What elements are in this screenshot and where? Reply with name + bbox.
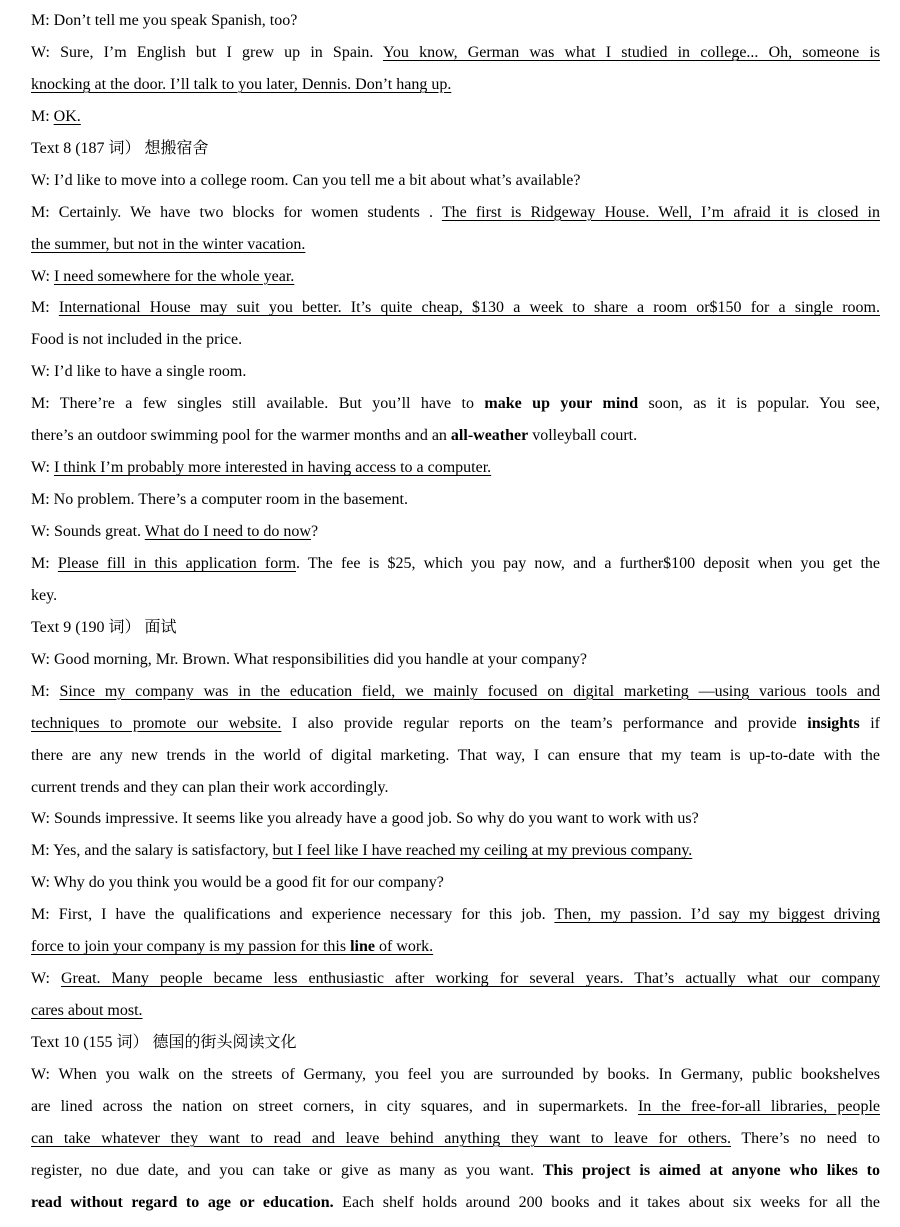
text-segment: there’s an outdoor swimming pool for the warmer months and an	[31, 427, 451, 445]
underlined-text: cares about most.	[31, 1002, 143, 1020]
text-segment: M: First, I have the qualifications and experience necessary for this job.	[31, 906, 555, 924]
bold-text: This project is aimed at anyone who likes to	[542, 1161, 881, 1179]
text-line	[31, 580, 880, 612]
section-heading	[31, 133, 880, 165]
underlined-text: the summer, but not in the winter vacation.	[31, 235, 306, 253]
text-line	[31, 740, 880, 772]
text-segment: W: Why do you think you would be a good fit for our company?	[31, 874, 444, 892]
text-segment: if	[859, 714, 881, 732]
text-segment: I also provide regular reports on the team’s performance and provide	[281, 714, 808, 732]
text-segment: W: When you walk on the streets of Germany, you feel you are surrounded by books. In Germany, public bookshelves	[31, 1065, 880, 1083]
underlined-text: Great. Many people became less enthusiastic after working for several years. That’s actually what our company	[60, 970, 881, 988]
text-line	[31, 1059, 880, 1091]
text-line	[31, 69, 880, 101]
text-segment: M:	[31, 107, 54, 125]
text-line	[31, 324, 880, 356]
text-line	[31, 931, 880, 963]
text-segment: M:	[31, 299, 59, 317]
underlined-text: International House may suit you better. It’s quite cheap, $130 a week to share a room or$150 for a single room.	[58, 299, 881, 317]
text-line	[31, 899, 880, 931]
underlined-text: techniques to promote our website.	[31, 714, 282, 732]
text-segment: W:	[31, 267, 54, 285]
bold-text: read without regard to age or education.	[31, 1193, 334, 1211]
underlined-text: line	[350, 938, 375, 956]
bold-text: make up your mind	[484, 395, 639, 413]
underlined-text: knocking at the door. I’ll talk to you later, Dennis. Don’t hang up.	[31, 75, 452, 93]
text-segment: W: Good morning, Mr. Brown. What responsibilities did you handle at your company?	[31, 650, 587, 668]
text-line	[31, 867, 880, 899]
underlined-text: I think I’m probably more interested in having access to a computer.	[53, 459, 492, 477]
text-line	[31, 516, 880, 548]
text-segment: There’s no need to	[730, 1129, 880, 1147]
text-line	[31, 356, 880, 388]
text-segment: W: I’d like to move into a college room. Can you tell me a bit about what’s available?	[31, 171, 581, 189]
text-line	[31, 1187, 880, 1219]
text-segment: . The fee is $25, which you pay now, and a further$100 deposit when you get the	[296, 554, 880, 572]
text-line	[31, 388, 880, 420]
text-segment: W: I’d like to have a single room.	[31, 363, 247, 381]
underlined-text: I need somewhere for the whole year.	[53, 267, 295, 285]
underlined-text: In the free-for-all libraries, people	[637, 1097, 880, 1115]
section-heading	[31, 612, 880, 644]
text-segment: Each shelf holds around 200 books and it takes about six weeks for all the	[333, 1193, 881, 1211]
underlined-text: Since my company was in the education field, we mainly focused on digital marketing —using various tools and	[59, 682, 881, 700]
text-line	[31, 37, 880, 69]
text-line	[31, 484, 880, 516]
text-segment: Text 9 (190 词） 面试	[31, 618, 177, 636]
text-segment: M: Yes, and the salary is satisfactory,	[31, 842, 273, 860]
text-line	[31, 101, 880, 133]
text-line	[31, 676, 880, 708]
bold-text: all-weather	[450, 427, 529, 445]
underlined-text: Then, my passion. I’d say my biggest driving	[554, 906, 880, 924]
underlined-text: can take whatever they want to read and leave behind anything they want to leave for others.	[31, 1129, 731, 1147]
text-line	[31, 1091, 880, 1123]
text-line	[31, 165, 880, 197]
text-line	[31, 803, 880, 835]
text-segment: soon, as it is popular. You see,	[638, 395, 880, 413]
text-line	[31, 644, 880, 676]
text-line	[31, 835, 880, 867]
section-heading	[31, 1027, 880, 1059]
text-line	[31, 772, 880, 804]
text-segment: ?	[310, 523, 319, 540]
text-segment: Text 10 (155 词） 德国的街头阅读文化	[31, 1034, 297, 1051]
text-segment: M:	[31, 554, 58, 572]
text-segment: volleyball court.	[528, 427, 638, 445]
text-line	[31, 1123, 880, 1155]
underlined-text: but I feel like I have reached my ceiling at my previous company.	[272, 842, 693, 860]
text-line	[31, 5, 880, 37]
text-segment: Food is not included in the price.	[31, 331, 243, 349]
text-segment: M: Don’t tell me you speak Spanish, too?	[31, 12, 298, 29]
text-line	[31, 548, 880, 580]
text-segment: key.	[31, 586, 58, 604]
text-segment: M: No problem. There’s a computer room in the basement.	[31, 491, 408, 509]
bold-text: insights	[807, 714, 860, 732]
underlined-text: What do I need to do now	[144, 523, 311, 540]
text-line	[31, 292, 880, 324]
text-line	[31, 261, 880, 293]
text-line	[31, 420, 880, 452]
text-segment: register, no due date, and you can take or give as many as you want.	[31, 1161, 543, 1179]
text-segment: M: There’re a few singles still available. But you’ll have to	[31, 395, 485, 413]
underlined-text: Please fill in this application form	[57, 554, 297, 572]
underlined-text: OK.	[53, 107, 81, 125]
underlined-text: You know, German was what I studied in college... Oh, someone is	[382, 43, 881, 61]
text-line	[31, 708, 880, 740]
underlined-text: The first is Ridgeway House. Well, I’m afraid it is closed in	[441, 203, 880, 221]
text-line	[31, 197, 880, 229]
text-segment: M: Certainly. We have two blocks for women students .	[31, 203, 442, 221]
text-segment: W:	[31, 970, 61, 988]
text-line	[31, 452, 880, 484]
text-line	[31, 995, 880, 1027]
underlined-text: force to join your company is my passion for this	[31, 938, 351, 956]
underlined-text: of work.	[374, 938, 434, 956]
text-segment: there are any new trends in the world of digital marketing. That way, I can ensure that my team is up-to-date with the	[31, 746, 880, 764]
text-line	[31, 1155, 880, 1187]
text-segment: W: Sure, I’m English but I grew up in Spain.	[31, 43, 383, 61]
text-segment: are lined across the nation on street corners, in city squares, and in supermarkets.	[31, 1097, 638, 1115]
text-segment: Text 8 (187 词） 想搬宿舍	[31, 139, 209, 157]
text-segment: W:	[31, 459, 54, 477]
text-segment: current trends and they can plan their work accordingly.	[31, 778, 389, 796]
text-segment: W: Sounds impressive. It seems like you already have a good job. So why do you want to work with us?	[31, 810, 699, 828]
text-segment: M:	[31, 682, 60, 700]
text-line	[31, 963, 880, 995]
text-line	[31, 229, 880, 261]
text-segment: W: Sounds great.	[31, 523, 145, 540]
